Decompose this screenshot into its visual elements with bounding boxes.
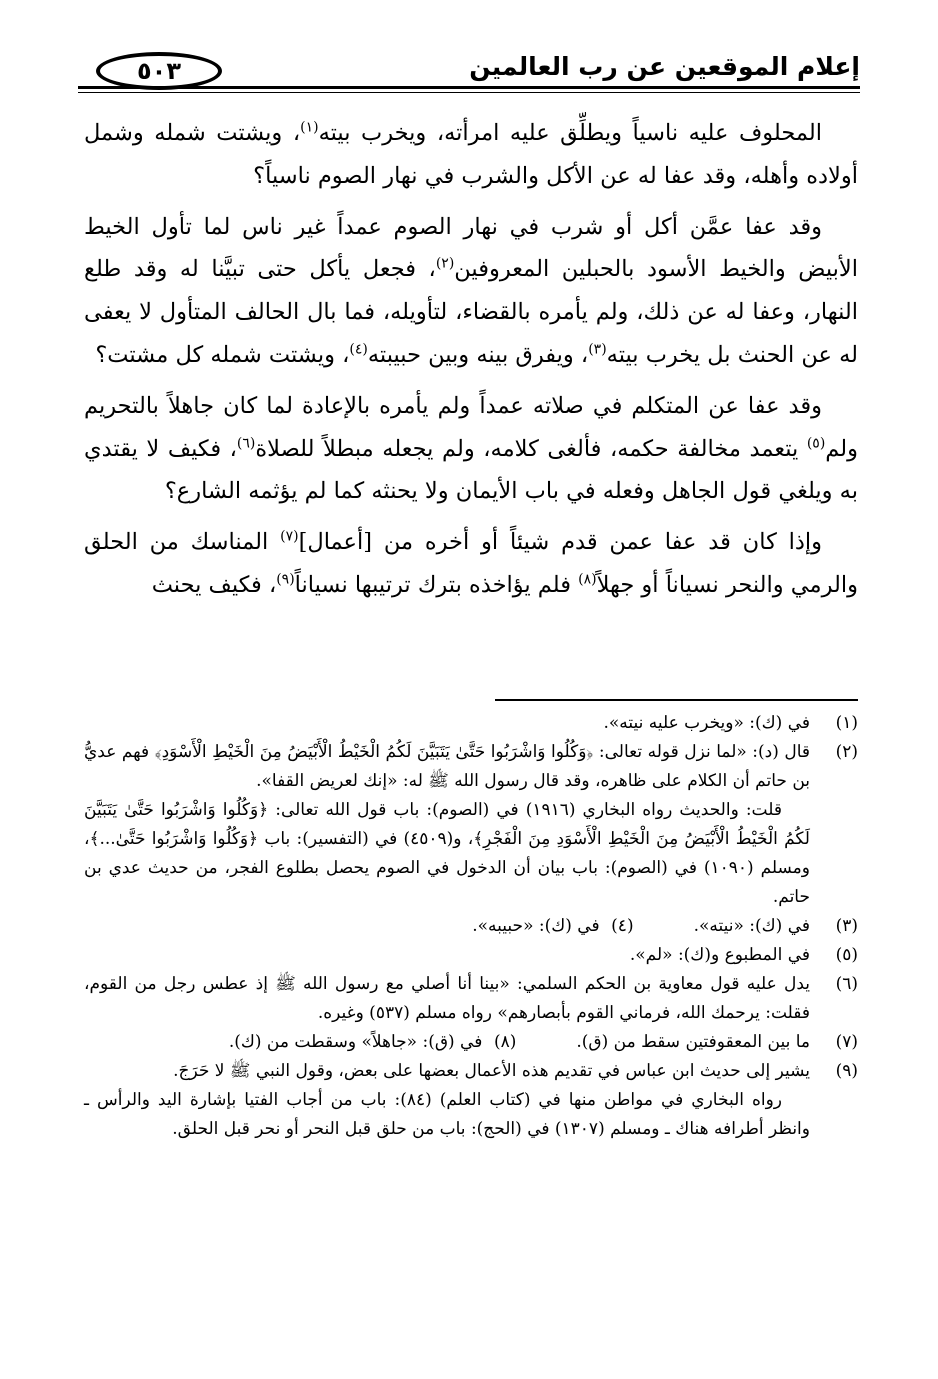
header-rule-thick <box>78 86 860 89</box>
paragraph: المحلوف عليه ناسياً ويطلِّق عليه امرأته، ويخرب بيته$^{(١)}$، ويشتت شمله وشمل أولاده وأهله، وقد عفا له عن الأكل والشرب في نهار الصوم ناسياً؟ <box>84 119 858 189</box>
footnote-text: يدل عليه قول معاوية بن الحكم السلمي: «بينا أنا أصلي مع رسول الله ﷺ إذ عطس رجل من القوم، فقلت: يرحمك الله، فرماني القوم بأبصارهم» رواه مسلم (٥٣٧) وغيره. <box>84 974 810 1023</box>
footnote-text: في (ك): «حبيبه». <box>472 916 600 936</box>
footnote-item <box>84 970 858 1028</box>
footnote-item <box>84 941 858 970</box>
footnote-number: (٣) <box>835 916 858 936</box>
footnote-continuation: رواه البخاري في مواطن منها في (كتاب العلم) (٨٤): باب من أجاب الفتيا بإشارة اليد والرأس ـ وانظر أطرافه هناك ـ ومسلم (١٣٠٧) في (الحج): باب من حلق قبل النحر أو نحر قبل الحلق. <box>84 1090 810 1139</box>
footnote-item <box>84 738 858 796</box>
running-title: إعلام الموقعين عن رب العالمين <box>469 52 860 81</box>
footnote-item <box>84 709 858 738</box>
footnote-text: ما بين المعقوفتين سقط من (ق). <box>576 1032 810 1052</box>
footnote-ref[interactable]: (٣) <box>588 341 607 358</box>
footnote-ref[interactable]: (٦) <box>236 435 256 452</box>
footnotes <box>84 709 858 1144</box>
footnote-text: في المطبوع و(ك): «لم». <box>629 945 810 965</box>
footnote-number: (٦) <box>835 974 858 994</box>
footnote-ref[interactable]: (٢) <box>435 255 455 272</box>
footnote-ref[interactable]: (٥) <box>806 435 826 452</box>
page-number: ٥٠٣ <box>96 52 222 90</box>
paragraph: وإذا كان قد عفا عمن قدم شيئاً أو أخره من [أعمال]$^{(٧)}$ المناسك من الحلق والرمي والنحر نسياناً أو جهلاً$^{(٨)}$ فلم يؤاخذه بترك ترتيبها نسياناً$^{(٩)}$، فكيف يحنث <box>84 528 858 598</box>
footnote-number: (١) <box>835 713 858 733</box>
footnote-text: يشير إلى حديث ابن عباس في تقديم هذه الأعمال بعضها على بعض، وقول النبي ﷺ لا حَرَجَ. <box>173 1061 810 1081</box>
footnote-number: (٩) <box>835 1061 858 1081</box>
footnote-text: في (ق): «جاهلاً» وسقطت من (ك). <box>228 1032 483 1052</box>
footnote-ref[interactable]: (٤) <box>349 341 368 358</box>
footnote-number: (٤) <box>611 916 634 936</box>
footnote-text: في (ك): «نيته». <box>693 916 810 936</box>
footnote-ref[interactable]: (٩) <box>276 571 295 588</box>
footnote-ref[interactable]: (١) <box>300 119 319 136</box>
footnote-continuation: قلت: والحديث رواه البخاري (١٩١٦) في (الصوم): باب قول الله تعالى: ﴿وَكُلُوا وَاشْرَبُوا حَتَّىٰ يَتَبَيَّنَ لَكُمُ الْخَيْطُ الْأَبْيَضُ مِنَ الْخَيْطِ الْأَسْوَدِ مِنَ الْفَجْرِ﴾، و(٤٥٠٩) في (التفسير): باب ﴿وَكُلُوا وَاشْرَبُوا حَتَّىٰ...﴾، ومسلم (١٠٩٠) في (الصوم): باب بيان أن الدخول في الصوم يحصل بطلوع الفجر، من حديث عدي بن حاتم. <box>84 800 810 907</box>
footnote-text: قال (د): «لما نزل قوله تعالى: ﴿وَكُلُوا وَاشْرَبُوا حَتَّىٰ يَتَبَيَّنَ لَكُمُ الْخَيْطُ الْأَبْيَضُ مِنَ الْخَيْطِ الْأَسْوَدِ﴾ فهم عديُّ بن حاتم أن الكلام على ظاهره، وقد قال رسول الله ﷺ له: «إنك لعريض القفا». <box>84 742 810 791</box>
main-text <box>84 112 858 615</box>
footnote-pair <box>84 1028 858 1057</box>
footnote-ref[interactable]: (٧) <box>280 528 299 545</box>
footnote-number: (٧) <box>835 1032 858 1052</box>
footnote-pair <box>84 912 858 941</box>
footnote-number: (٢) <box>835 742 858 762</box>
footnote-number: (٥) <box>835 945 858 965</box>
footnote-separator <box>495 699 858 701</box>
footnote-ref[interactable]: (٨) <box>578 571 597 588</box>
footnote-number: (٨) <box>493 1032 517 1052</box>
footnote-text: في (ك): «ويخرب عليه نيته». <box>603 713 810 733</box>
footnote-item <box>84 1057 858 1086</box>
paragraph: وقد عفا عمَّن أكل أو شرب في نهار الصوم عمداً غير ناس لما تأول الخيط الأبيض والخيط الأسود بالحبلين المعروفين$^{(٢)}$، فجعل يأكل حتى تبيَّنا له وقد طلع النهار، وعفا له عن ذلك، ولم يأمره بالقضاء، لتأويله، فما بال الحالف المتأول لا يعفى له عن الحنث بل يخرب بيته$^{(٣)}$، ويفرق بينه وبين حبيبته$^{(٤)}$، ويشتت شمله كل مشتت؟ <box>84 213 858 368</box>
paragraph: وقد عفا عن المتكلم في صلاته عمداً ولم يأمره بالإعادة لما كان جاهلاً بالتحريم ولم$^{(٥)}$ يتعمد مخالفة حكمه، فألغى كلامه، ولم يجعله مبطلاً للصلاة$^{(٦)}$، فكيف لا يقتدي به ويلغي قول الجاهل وفعله في باب الأيمان ولا يحنثه كما لم يؤثمه الشارع؟ <box>84 392 858 505</box>
header-rule-thin <box>78 92 860 93</box>
